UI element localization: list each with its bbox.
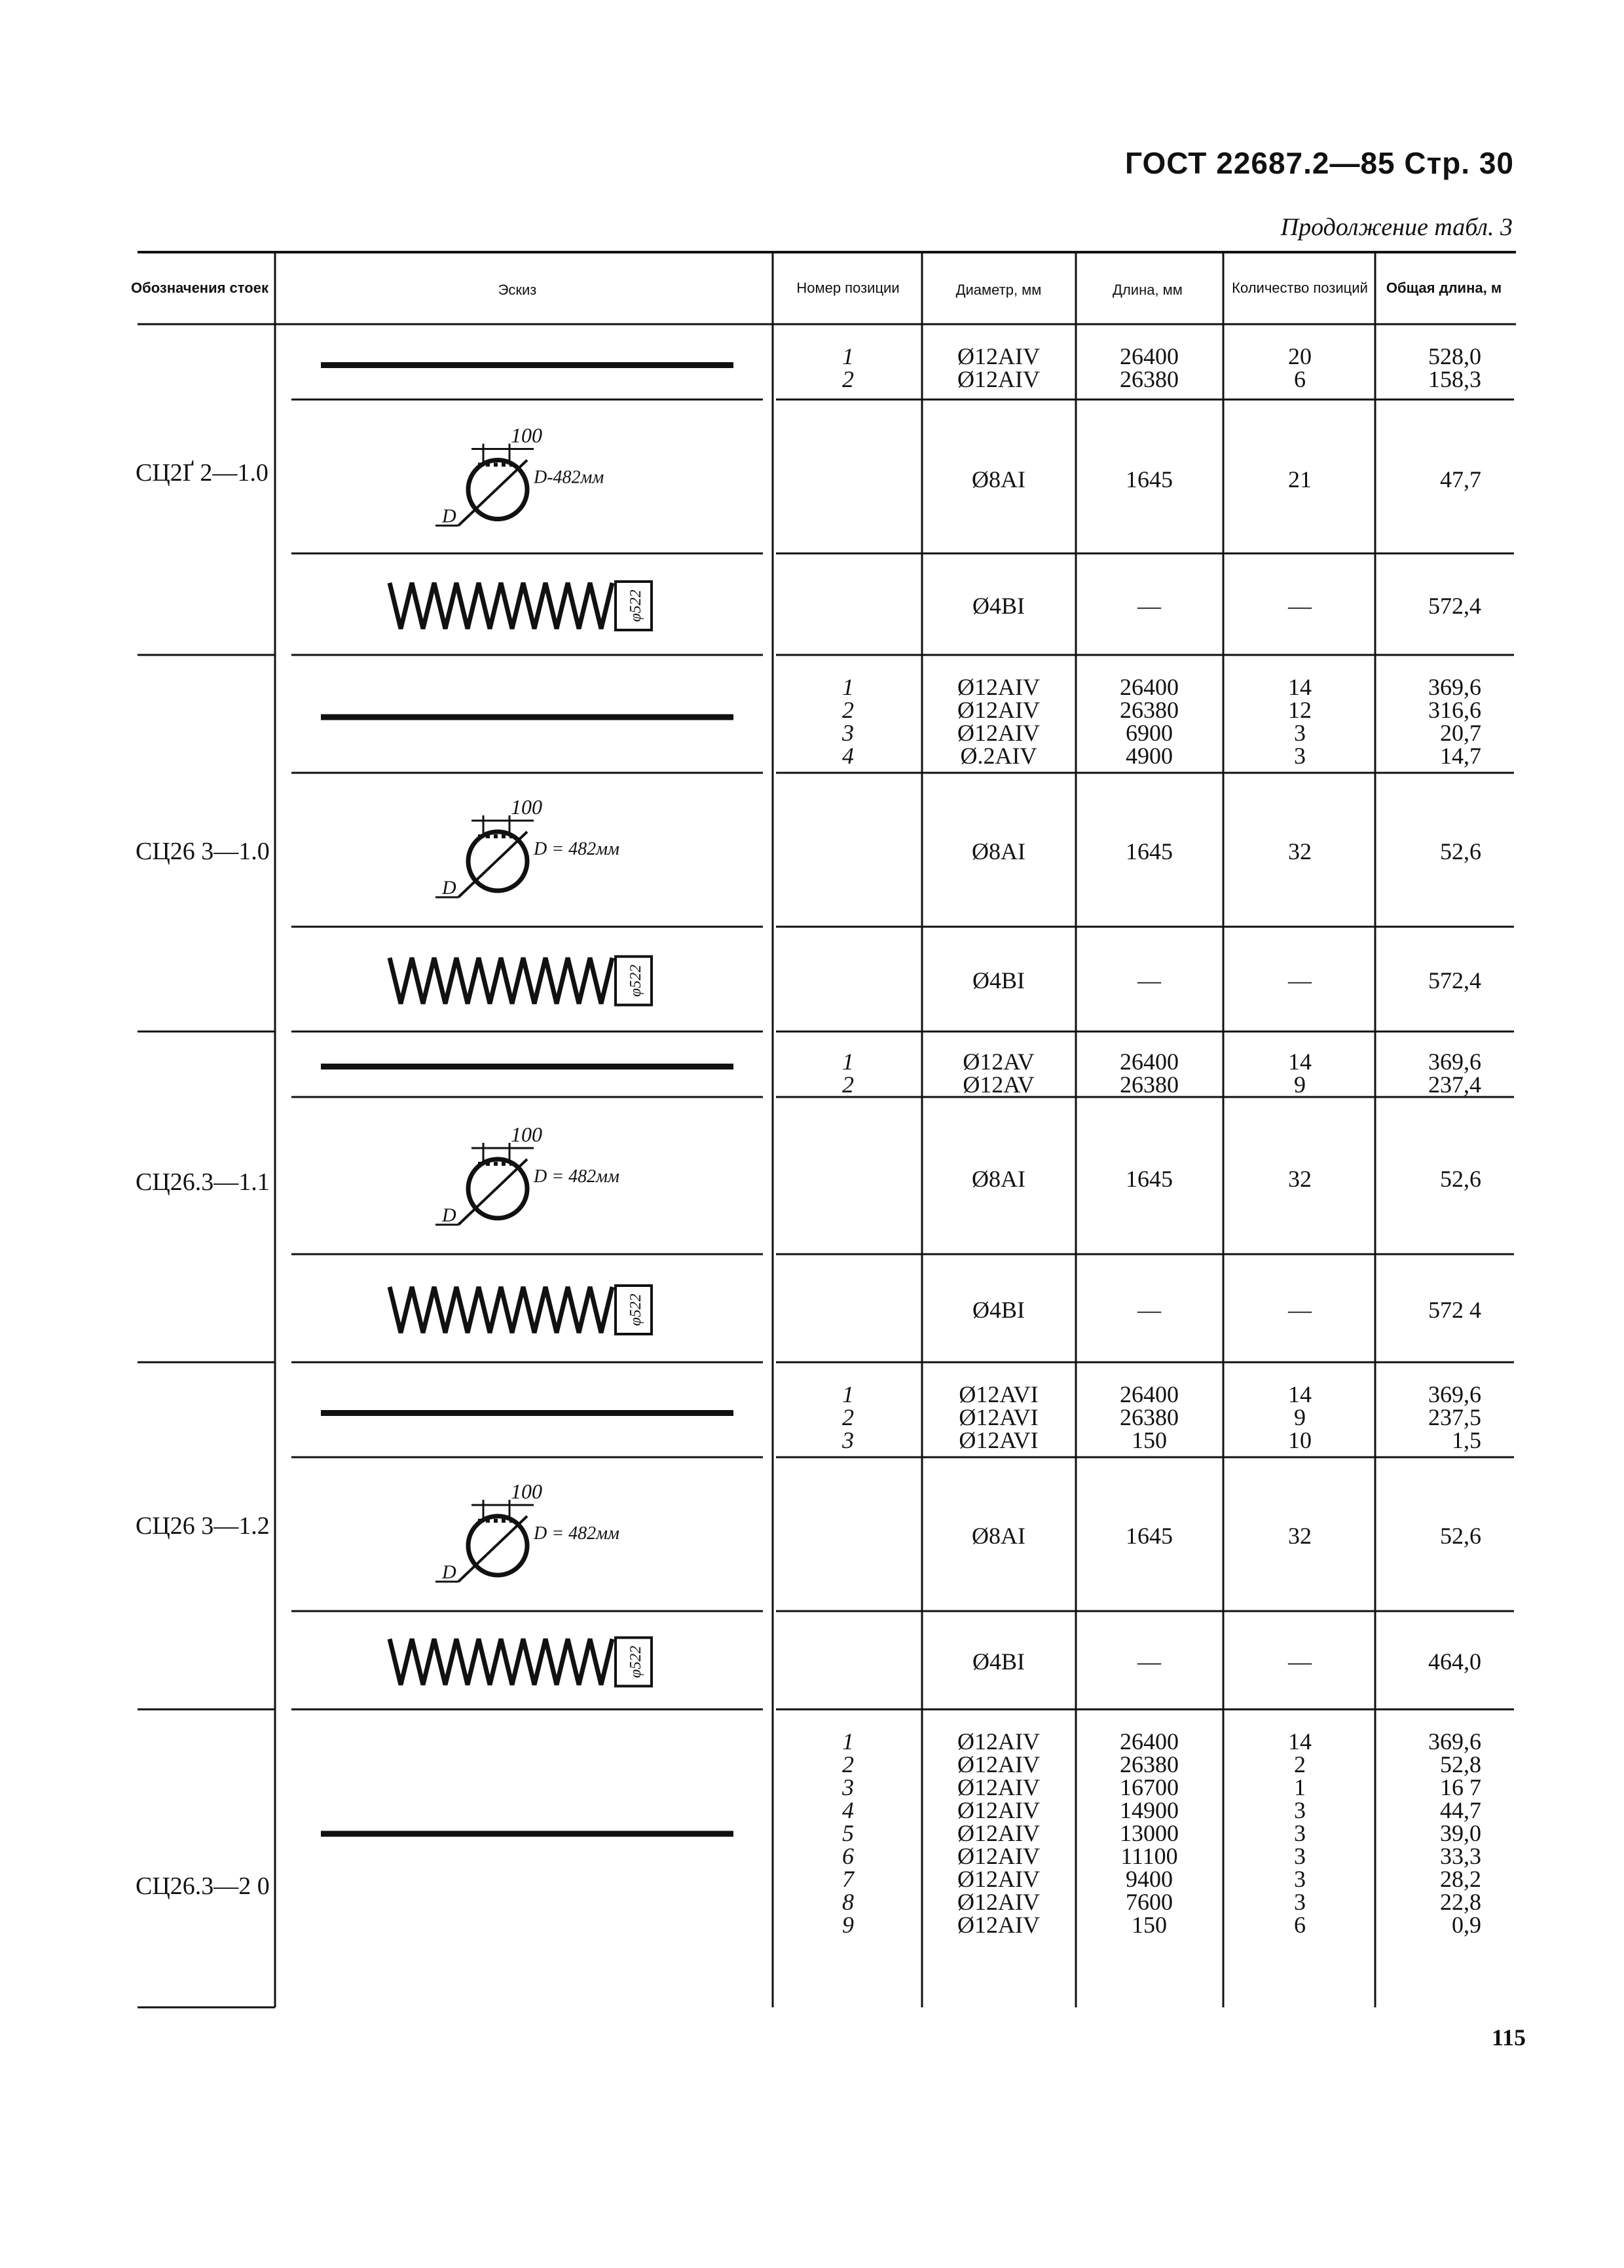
- bar-length: 7600: [1126, 1889, 1173, 1915]
- position-number: 4: [842, 743, 854, 769]
- position-count: 14: [1288, 1049, 1312, 1075]
- bar-length: 1645: [1126, 466, 1173, 493]
- spiral-sketch: [390, 1286, 652, 1334]
- position-count: 3: [1294, 1843, 1306, 1869]
- spiral-sketch: [390, 1638, 652, 1686]
- rack-designation: СЦ26.3—2 0: [136, 1872, 270, 1900]
- total-length: 158,3: [1428, 366, 1481, 392]
- total-length: 237,4: [1428, 1071, 1481, 1098]
- position-count: 3: [1294, 1820, 1306, 1846]
- position-number: 1: [842, 1049, 854, 1075]
- position-count: 3: [1294, 1797, 1306, 1823]
- total-length: 14,7: [1440, 743, 1481, 769]
- position-count: —: [1288, 967, 1312, 994]
- ring-diameter-label: D = 482мм: [534, 1523, 619, 1544]
- position-count: 14: [1288, 1381, 1312, 1407]
- position-count: —: [1288, 1648, 1312, 1675]
- bar-diameter: Ø8AI: [972, 838, 1025, 864]
- total-length: 369,6: [1428, 1381, 1481, 1407]
- bar-diameter: Ø12AIV: [957, 697, 1040, 723]
- total-length: 22,8: [1440, 1889, 1481, 1915]
- spacing-dimension-label: 100: [511, 795, 542, 819]
- total-length: 52,8: [1440, 1751, 1481, 1777]
- bar-diameter: Ø12AIV: [957, 1797, 1040, 1823]
- bar-length: 26400: [1120, 1381, 1179, 1407]
- total-length: 52,6: [1440, 838, 1481, 864]
- position-count: 32: [1288, 1522, 1312, 1549]
- total-length: 44,7: [1440, 1797, 1481, 1823]
- position-count: 12: [1288, 697, 1312, 723]
- position-number: 1: [842, 674, 854, 700]
- total-length: 237,5: [1428, 1404, 1481, 1430]
- position-count: 9: [1294, 1404, 1306, 1430]
- ring-diameter-label: D-482мм: [534, 467, 604, 488]
- ring-letter-label: D: [442, 1204, 456, 1226]
- bar-diameter: Ø12AIV: [957, 1866, 1040, 1892]
- column-header-total-length: Общая длина, м: [1386, 280, 1502, 296]
- position-count: 2: [1294, 1751, 1306, 1777]
- position-number: 6: [842, 1843, 854, 1869]
- position-count: 3: [1294, 743, 1306, 769]
- ring-diameter-label: D = 482мм: [534, 1166, 619, 1187]
- total-length: 47,7: [1440, 466, 1481, 493]
- total-length: 0,9: [1452, 1912, 1481, 1938]
- bar-length: 1645: [1126, 838, 1173, 864]
- position-count: 3: [1294, 720, 1306, 746]
- bar-length: 16700: [1120, 1774, 1179, 1800]
- column-header-position: Номер позиции: [796, 280, 900, 296]
- position-number: 7: [842, 1866, 854, 1892]
- bar-length: —: [1137, 967, 1161, 994]
- position-number: 2: [842, 366, 854, 392]
- total-length: 369,6: [1428, 1728, 1481, 1755]
- bar-diameter: Ø12AIV: [957, 1843, 1040, 1869]
- rack-designation: СЦ26 3—1.0: [136, 838, 270, 865]
- position-count: 32: [1288, 1165, 1312, 1192]
- spiral-sketch: [390, 582, 652, 630]
- ring-diameter-label: D = 482мм: [534, 839, 619, 859]
- bar-diameter: Ø12AV: [963, 1049, 1035, 1075]
- bar-length: 26400: [1120, 1728, 1179, 1755]
- bar-diameter: Ø4BI: [972, 1648, 1025, 1675]
- bar-diameter: Ø12AIV: [957, 1912, 1040, 1938]
- bar-length: 150: [1132, 1912, 1167, 1938]
- bar-diameter: Ø4BI: [972, 967, 1025, 994]
- bar-diameter: Ø12AIV: [957, 366, 1040, 392]
- bar-length: 150: [1132, 1427, 1167, 1453]
- position-count: 9: [1294, 1071, 1306, 1098]
- bar-diameter: Ø12AIV: [957, 1751, 1040, 1777]
- position-count: 20: [1288, 343, 1312, 369]
- total-length: 1,5: [1452, 1427, 1481, 1453]
- column-header-sketch: Эскиз: [498, 282, 537, 298]
- bar-diameter: Ø8AI: [972, 466, 1025, 493]
- bar-length: 6900: [1126, 720, 1173, 746]
- total-length: 28,2: [1440, 1866, 1481, 1892]
- spacing-dimension-label: 100: [511, 1479, 542, 1503]
- bar-diameter: Ø8AI: [972, 1522, 1025, 1549]
- position-count: 14: [1288, 674, 1312, 700]
- bar-diameter: Ø4BI: [972, 592, 1025, 619]
- spiral-diameter-label: φ522: [627, 1645, 644, 1679]
- position-number: 1: [842, 1381, 854, 1407]
- bar-length: 26400: [1120, 1049, 1179, 1075]
- bar-diameter: Ø8AI: [972, 1165, 1025, 1192]
- bar-length: 26380: [1120, 366, 1179, 392]
- position-count: 14: [1288, 1728, 1312, 1755]
- spiral-zigzag: [390, 583, 612, 629]
- position-count: 3: [1294, 1866, 1306, 1892]
- position-count: 21: [1288, 466, 1312, 493]
- position-number: 3: [842, 720, 854, 746]
- total-length: 52,6: [1440, 1165, 1481, 1192]
- total-length: 33,3: [1440, 1843, 1481, 1869]
- bar-length: —: [1137, 592, 1161, 619]
- position-count: —: [1288, 592, 1312, 619]
- bar-diameter: Ø12AIV: [957, 343, 1040, 369]
- bar-diameter: Ø12AVI: [959, 1427, 1039, 1453]
- spiral-diameter-label: φ522: [627, 1293, 644, 1326]
- column-header-count: Количество позиций: [1232, 280, 1368, 296]
- bar-diameter: Ø4BI: [972, 1296, 1025, 1323]
- total-length: 572,4: [1428, 592, 1481, 619]
- position-count: 10: [1288, 1427, 1312, 1453]
- position-number: 3: [842, 1774, 854, 1800]
- spiral-zigzag: [390, 958, 612, 1004]
- rack-designation: СЦ26 3—1.2: [136, 1512, 270, 1540]
- bar-diameter: Ø12AIV: [957, 720, 1040, 746]
- bar-length: 4900: [1126, 743, 1173, 769]
- spiral-diameter-label: φ522: [627, 964, 644, 997]
- position-number: 2: [842, 1071, 854, 1098]
- position-number: 1: [842, 1728, 854, 1755]
- bar-diameter: Ø12AVI: [959, 1381, 1039, 1407]
- position-count: 32: [1288, 838, 1312, 864]
- position-number: 8: [842, 1889, 854, 1915]
- bar-length: 11100: [1120, 1843, 1178, 1869]
- bar-diameter: Ø12AIV: [957, 674, 1040, 700]
- total-length: 20,7: [1440, 720, 1481, 746]
- spiral-diameter-label: φ522: [627, 589, 644, 622]
- bar-diameter: Ø12AV: [963, 1071, 1035, 1098]
- total-length: 528,0: [1428, 343, 1481, 369]
- total-length: 39,0: [1440, 1820, 1481, 1846]
- total-length: 369,6: [1428, 674, 1481, 700]
- position-count: 1: [1294, 1774, 1306, 1800]
- table-continuation-note: Продолжение табл. 3: [1280, 214, 1513, 241]
- ring-letter-label: D: [442, 877, 456, 899]
- bar-length: —: [1137, 1296, 1161, 1323]
- document-header: ГОСТ 22687.2—85 Стр. 30: [1124, 146, 1514, 180]
- position-number: 5: [842, 1820, 854, 1846]
- total-length: 464,0: [1428, 1648, 1481, 1675]
- position-number: 2: [842, 697, 854, 723]
- bar-length: 14900: [1120, 1797, 1179, 1823]
- bar-length: —: [1137, 1648, 1161, 1675]
- bar-length: 26380: [1120, 697, 1179, 723]
- bar-diameter: Ø12AIV: [957, 1774, 1040, 1800]
- total-length: 316,6: [1428, 697, 1481, 723]
- bar-diameter: Ø12AIV: [957, 1889, 1040, 1915]
- position-number: 2: [842, 1751, 854, 1777]
- ring-letter-label: D: [442, 1561, 456, 1583]
- bar-diameter: Ø12AVI: [959, 1404, 1039, 1430]
- position-count: 6: [1294, 366, 1306, 392]
- page-number: 115: [1491, 2024, 1526, 2051]
- spiral-zigzag: [390, 1639, 612, 1685]
- spacing-dimension-label: 100: [511, 423, 542, 447]
- bar-length: 26380: [1120, 1404, 1179, 1430]
- bar-length: 26380: [1120, 1071, 1179, 1098]
- column-header-designation: Обозначения стоек: [131, 280, 268, 296]
- bar-length: 1645: [1126, 1522, 1173, 1549]
- position-number: 2: [842, 1404, 854, 1430]
- bar-length: 1645: [1126, 1165, 1173, 1192]
- total-length: 572,4: [1428, 967, 1481, 994]
- rack-designation: СЦ26.3—1.1: [136, 1168, 270, 1196]
- spiral-zigzag: [390, 1287, 612, 1333]
- column-header-diameter: Диаметр, мм: [955, 282, 1042, 298]
- spiral-sketch: [390, 957, 652, 1005]
- column-header-length: Длина, мм: [1113, 282, 1183, 298]
- bar-length: 26400: [1120, 674, 1179, 700]
- position-number: 4: [842, 1797, 854, 1823]
- bar-length: 9400: [1126, 1866, 1173, 1892]
- position-count: 6: [1294, 1912, 1306, 1938]
- ring-letter-label: D: [442, 505, 456, 527]
- position-count: —: [1288, 1296, 1312, 1323]
- total-length: 16 7: [1440, 1774, 1481, 1800]
- bar-length: 26380: [1120, 1751, 1179, 1777]
- total-length: 369,6: [1428, 1049, 1481, 1075]
- bar-diameter: Ø12AIV: [957, 1728, 1040, 1755]
- bar-diameter: Ø12AIV: [957, 1820, 1040, 1846]
- bar-length: 13000: [1120, 1820, 1179, 1846]
- bar-diameter: Ø.2AIV: [960, 743, 1037, 769]
- spacing-dimension-label: 100: [511, 1123, 542, 1146]
- bar-length: 26400: [1120, 343, 1179, 369]
- position-number: 9: [842, 1912, 854, 1938]
- position-count: 3: [1294, 1889, 1306, 1915]
- total-length: 52,6: [1440, 1522, 1481, 1549]
- rack-designation: СЦ2Ґ 2—1.0: [136, 459, 268, 487]
- position-number: 1: [842, 343, 854, 369]
- position-number: 3: [842, 1427, 854, 1453]
- total-length: 572 4: [1428, 1296, 1481, 1323]
